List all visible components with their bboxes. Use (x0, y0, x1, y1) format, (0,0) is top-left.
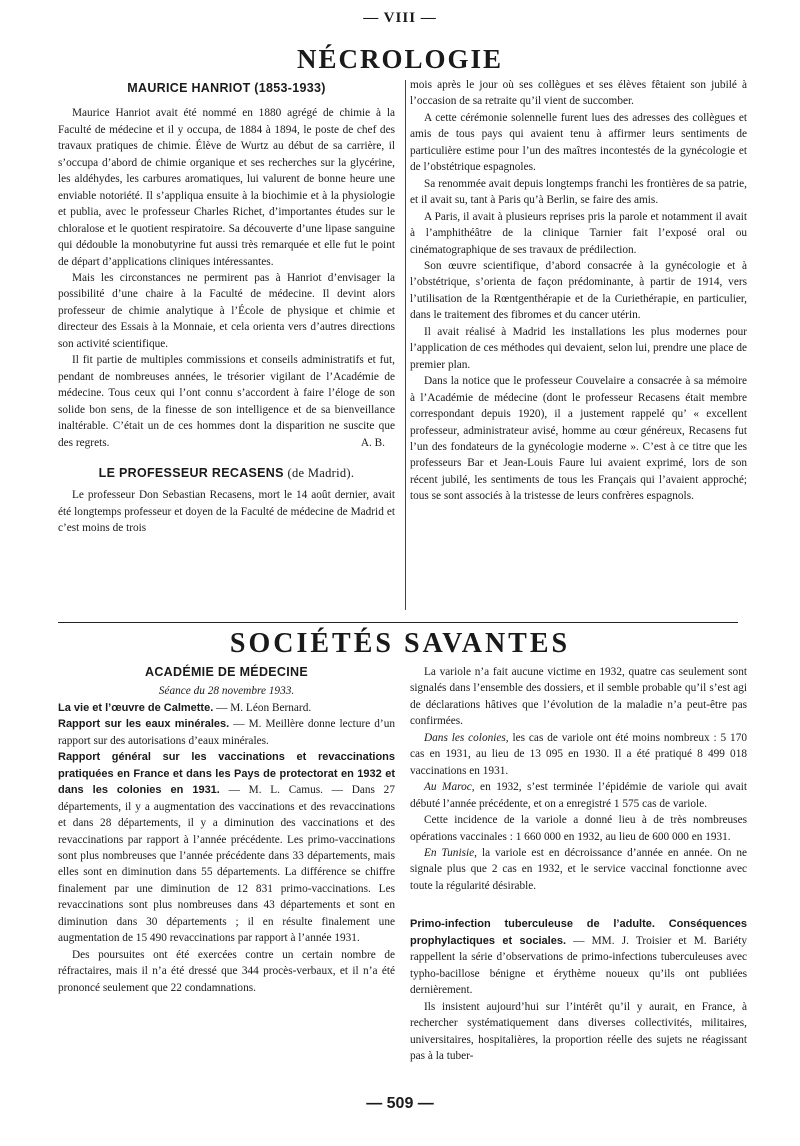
hanriot-signature: A. B. (360, 436, 385, 449)
paragraph-text: en 1932, s’est terminée l’épidémie de variole qui avait débuté l’année précédente, et on a enregistré 1 575 cas de variole. (410, 781, 747, 810)
recasens-paragraph: mois après le jour où ses collègues et ses élèves fêtaient son jubilé à l’occasion de sa retraite qu’il vient de succomber. (410, 79, 747, 108)
column-divider (405, 80, 406, 610)
recasens-paragraph: A cette cérémonie solennelle furent lues des adresses des collègues et amis de tous pays qui avaient tenu à affirmer leurs sentiments de particulière estime pour l’un des maîtres incontestés de la gynécologie et de l’obstétrique espagnoles. (410, 111, 747, 174)
recasens-paragraph: Il avait réalisé à Madrid les installations les plus modernes pour l’application de ces méthodes qui devaient, selon lui, prendre une place de premier plan. (410, 325, 747, 371)
academie-right-column (410, 664, 747, 1064)
necrologie-right-column (410, 77, 747, 505)
italic-label: En Tunisie, (424, 846, 477, 859)
academie-title: ACADÉMIE DE MÉDECINE (145, 665, 308, 679)
italic-label: Dans les colonies, (424, 731, 509, 744)
academie-item (410, 916, 747, 998)
academie-paragraph: Ils insistent aujourd’hui sur l’intérêt qu’il y aurait, en France, à rechercher systématiquement dans diverses collectivités, militaires, universitaires, hospitalières, la proportion réelle des sujets ne réagissant pas à la tuber- (410, 1000, 747, 1062)
item-title: Rapport général sur les vaccinations et revaccinations pratiquées en France et dans les Pays de protectorat en 1932 et dans les colonies en 1931. (58, 751, 395, 797)
recasens-heading (58, 465, 395, 481)
academie-item (58, 700, 395, 716)
academie-paragraph: Des poursuites ont été exercées contre un certain nombre de réfractaires, mais il n’a été dressé que 344 procès-verbaux, et il n’a été prononcé seulement que 22 condamnations. (58, 948, 395, 994)
page-number: — 509 — (366, 1095, 434, 1112)
hanriot-paragraph: Mais les circonstances ne permirent pas à Hanriot d’envisager la possibilité d’une chaire à la Faculté de médecine. Il devint alors professeur de chimie analytique à l’École de physique et chimie et directeur des Essais à la Monnaie, et cela orienta vers d’autres directions son activité scientifique. (58, 271, 395, 350)
item-author: — M. Léon Bernard. (216, 701, 312, 714)
recasens-paragraph: Son œuvre scientifique, d’abord consacrée à la gynécologie et à l’obstétrique, s’orienta de façon prédominante, à partir de 1914, vers l’utilisation de la Rœntgenthérapie et de la Curiethérapie, en particulier, dans le traitement des fibromes et du cancer utérin. (410, 259, 747, 322)
recasens-location: (de Madrid). (287, 465, 355, 480)
academie-left-column (58, 664, 395, 996)
necrologie-left-column (58, 80, 395, 537)
hanriot-paragraph: Maurice Hanriot avait été nommé en 1880 agrégé de chimie à la Faculté de médecine et il y occupa, de 1884 à 1894, le poste de chef des travaux pratiques de chimie. Élève de Wurtz au début de sa carrière, il s’occupa d’abord de chimie organique et ses recherches sur la glycérine, les aldéhydes, les carbures aromatiques, lui valurent de bonne heure une enviable notoriété. Il s’appliqua ensuite à la biochimie et à la physiologie et publia, avec le professeur Charles Richet, d’importantes études sur le chloralose et le quotient respiratoire. Sa découverte d’une lipase sanguine qui dédouble la monobutyrine fut aussi très remarquée et elle fut le point de départ d’applications cliniques intéressantes. (58, 107, 395, 268)
academie-paragraph: La variole n’a fait aucune victime en 1932, quatre cas seulement sont signalés dans l’ensemble des dossiers, et il semble probable qu’il s’est agi de déclarations hâtives que l’évolution de la maladie n’a peut-être pas confirmées. (410, 666, 747, 728)
item-text: — MM. J. Troisier et M. Bariéty rappellent la série d’observations de primo-infections tuberculeuses avec typho-bacillose bénigne et érythème noueux qu’ils ont publiées dernièrement. (410, 934, 747, 997)
academie-paragraph: Cette incidence de la variole a donné lieu à de très nombreuses opérations vaccinales : 1 660 000 en 1932, au lieu de 600 000 en 1931. (410, 814, 747, 843)
recasens-title: LE PROFESSEUR RECASENS (98, 465, 284, 480)
academie-paragraph (410, 779, 747, 812)
academie-paragraph (410, 845, 747, 894)
hanriot-text: Il fit partie de multiples commissions et conseils administratifs et fut, pendant de nombreuses années, le trésorier vigilant de l’Académie de médecine. Tous ceux qui l’ont connu s’accordent à faire l’éloge de son solide bon sens, de la finesse de son intelligence et de sa bienveillance inaltérable. C’était un de ces hommes dont la disparition ne suscite que des regrets. (58, 354, 395, 449)
recasens-paragraph: Sa renommée avait depuis longtemps franchi les frontières de sa patrie, et il avait su, tant à Paris qu’à Berlin, se faire des amis. (410, 177, 747, 207)
academie-item (58, 749, 395, 946)
running-head: — VIII — (363, 10, 437, 26)
item-title: La vie et l’œuvre de Calmette. (58, 701, 214, 714)
section-divider (58, 622, 738, 623)
item-text: — M. L. Camus. — Dans 27 départements, il y a augmentation des vaccinations et des revaccinations et dans 28 départements, il y a diminution des vaccinations et des revaccinations par rapport à l’année précédente. Les primo-vaccinations sont plus nombreuses que l’année précédente dans 33 départements, mais elles sont en diminution dans 55 départements. La différence se chiffre finalement par une diminution de 12 831 primo-vaccinations. Les revaccinations sont plus nombreuses dans 43 départements et sont en diminution dans 30 départements ; il en résulte finalement une augmentation de 15 490 revaccinations par rapport à l’année 1931. (58, 784, 395, 945)
academie-item (58, 716, 395, 749)
session-date: Séance du 28 novembre 1933. (158, 685, 295, 698)
hanriot-paragraph (58, 352, 395, 451)
recasens-paragraph: A Paris, il avait à plusieurs reprises pris la parole et notamment il avait à l’amphithéâtre de la clinique Tarnier fait l’exposé oral ou cinématographique de ses travaux de prédilection. (410, 210, 747, 256)
societes-title: SOCIÉTÉS SAVANTES (229, 628, 571, 659)
paragraph-text: les cas de variole ont été moins nombreux : 5 170 cas en 1931, au lieu de 13 095 en 1930. Il a été pratiqué 8 499 018 vaccinations en 1931. (410, 731, 747, 777)
recasens-paragraph: Dans la notice que le professeur Couvelaire a consacrée à sa mémoire à l’Académie de médecine (dont le professeur Recasens était membre correspondant depuis 1920), il a justement rappelé qu’ « excellent professeur, administrateur avisé, homme au cœur généreux, Recasens fut l’un des fondateurs de la gynécologie moderne ». C’est à ce titre que les professeurs Bar et Jean-Louis Faure lui avaient exprimé, lors de son récent jubilé, les sentiments de tous les Français qui l’avaient approché; tous se sont associés à la tristesse de leurs confrères espagnols. (410, 375, 747, 503)
item-text: — M. Meillère donne lecture d’un rapport sur des autorisations d’eaux minérales. (58, 718, 395, 747)
academie-paragraph (410, 730, 747, 779)
recasens-paragraph: Le professeur Don Sebastian Recasens, mort le 14 août dernier, avait été longtemps professeur et doyen de la Faculté de médecine de Madrid et c’est moins de trois (58, 489, 395, 535)
paragraph-text: la variole est en décroissance d’année en année. On ne signale plus que 2 cas en 1932, et le service vaccinal fonctionne avec toute la régularité désirable. (410, 846, 748, 892)
necrologie-title: NÉCROLOGIE (296, 44, 504, 74)
item-title: Rapport sur les eaux minérales. (58, 718, 230, 731)
italic-label: Au Maroc, (424, 781, 475, 794)
hanriot-title: MAURICE HANRIOT (1853-1933) (127, 81, 326, 95)
item-title: Primo-infection tuberculeuse de l’adulte. Conséquences prophylactiques et sociales. (410, 918, 747, 947)
